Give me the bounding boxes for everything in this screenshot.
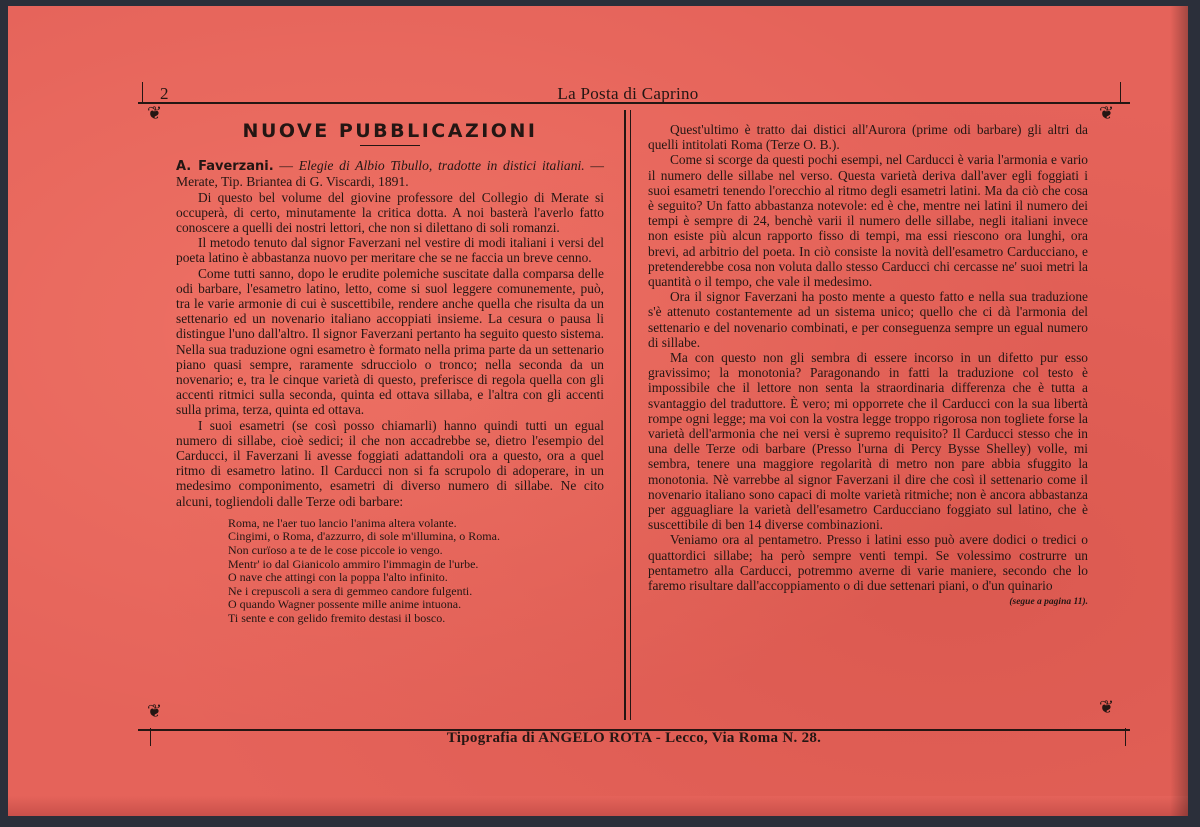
- poem-line: O quando Wagner possente mille anime intuona.: [228, 597, 462, 612]
- right-paragraph: Come si scorge da questi pochi esempi, nel Carducci è varia l'armonia e vario il numero delle sillabe nel verso. Questa varietà deriva dall'aver egli foggiati i suoi esametri tenendo l'orecchio al ritmo degli esametri latini. Ma da ciò che cosa è seguito? Un fatto abbastanza notevole: ed è che, mentre nei latini il numero dei tempi è sempre di 24, benchè varii il numero delle sillabe, negli italiani invece non esiste più alcun rapporto fisso di tempi, ma essi riescono ora lunghi, ora brevi, ad arbitrio del poeta. In ciò consiste la novità dell'esametro Carducciano, e pretenderebbe cosa non voluta dallo stesso Carducci chi cercasse ne' suoi metri la quantità o il tempo, che vale il medesimo.: [648, 152, 1088, 290]
- left-paragraph: I suoi esametri (se così posso chiamarli) hanno quindi tutti un egual numero di sillabe, cioè sedici; il che non accadrebbe se, dietro l'esempio del Carducci, il Faverzani li avesse foggiati adattandoli ora a questo, ora a quel ritmo di esametro latino. Il Carducci non si fa scrupolo di adoperare, in un medesimo componimento, esametri di diverso numero di sillabe. Ne cito alcuni, togliendoli dalle Terze odi barbare:: [176, 417, 604, 509]
- entry-dash: —: [273, 158, 299, 174]
- printer-imprint: Tipografia di ANGELO ROTA - Lecco, Via Roma N. 28.: [446, 730, 822, 746]
- left-paragraph: Il metodo tenuto dal signor Faverzani nel vestire di modi italiani i versi del poeta latino è abbastanza nuovo per meritare che se ne faccia un breve cenno.: [176, 235, 604, 266]
- fleuron-icon: ❦: [147, 701, 163, 721]
- page-number: 2: [160, 84, 169, 103]
- poem-line: O nave che attingi con la poppa l'alto infinito.: [228, 570, 448, 585]
- poem-line: Cingimi, o Roma, d'azzurro, di sole m'illumina, o Roma.: [228, 529, 500, 544]
- poem-line: Ti sente e con gelido fremito destasi il bosco.: [228, 611, 446, 626]
- poem-line: Roma, ne l'aer tuo lancio l'anima altera volante.: [228, 515, 457, 530]
- header-rule-right: [1120, 82, 1121, 104]
- right-column: [648, 122, 1088, 611]
- fleuron-icon: ❦: [1099, 103, 1115, 123]
- right-paragraph: Ora il signor Faverzani ha posto mente a questo fatto e nella sua traduzione s'è attenuto costantemente ad un sistema unico; quello che ci dà l'armonia del settenario e del novenario combinati, e per conseguenza sempre un egual numero di sillabe.: [648, 289, 1088, 350]
- left-column: [176, 122, 604, 626]
- footer-rule-right: [1125, 728, 1126, 746]
- page-bottom-edge: [8, 796, 1188, 816]
- section-title: NUOVE PUBBLICAZIONI: [242, 120, 538, 142]
- entry-author: A. Faverzani.: [176, 159, 274, 175]
- poem-line: Ne i crepuscoli a sera di gemmeo candore fulgenti.: [228, 583, 473, 598]
- column-divider: [624, 110, 626, 720]
- poem-quotation: [228, 517, 604, 626]
- right-paragraph: Ma con questo non gli sembra di essere incorso in un difetto pur esso gravissimo; la monotonia? Paragonando in fatti la traduzione col testo è impossibile che il lettore non senta la straordinaria differenza che è tutta a svantaggio del traduttore. È vero; mi opporrete che il Carducci con la sua libertà rompe ogni legge; ma voi con la vostra legge troppo rigorosa non togliete forse la varietà dell'armonia che nei versi è supremo requisito? Il Carducci stesso che in una delle Terze odi barbare (Presso l'urna di Percy Bysse Shelley) volle, mi sembra, tenere una maggiore regolarità di metro non pare abbia sfuggito la monotonia. Nè varrebbe al signor Faverzani il dire che così il settenario come il novenario italiano sono capaci di molte varietà ritmiche; non è ancora abbastanza per agguagliare la varietà dell'esametro Carducciano foggiato sul latino, che è suscettibile di ben 14 diverse combinazioni.: [648, 350, 1088, 533]
- fleuron-icon: ❦: [147, 103, 163, 123]
- binding-gutter: [1170, 6, 1188, 816]
- entry-imprint: — Merate, Tip. Briantea di G. Viscardi, 1891.: [176, 158, 604, 190]
- title-rule: [360, 145, 420, 146]
- left-paragraph: Come tutti sanno, dopo le erudite polemiche suscitate dalla comparsa delle odi barbare, l'esametro latino, letto, come si suol leggere comunemente, può, tra le varie armonie di cui è suscettibile, rendere anche quella che risulta da un settenario ed un novenario italiano accoppiati insieme. La cesura o pausa li distingue l'uno dall'altro. Il signor Faverzani pertanto ha seguito questo sistema. Nella sua traduzione ogni esametro è formato nella prima parte da un settenario piano quasi sempre, raramente sdrucciolo o tronco; nella seconda da un novenario; e, tra le cinque varietà di questo, preferisce di regola quella con gli accenti ritmici sulla seconda, quinta ed ottava sillaba, e l'altra con gli accenti sulla prima, terza, quinta ed ottava.: [176, 265, 604, 418]
- entry-work: Elegie di Albio Tibullo, tradotte in distici italiani.: [298, 158, 585, 174]
- column-divider-thin: [630, 110, 631, 720]
- header-rule-left: [142, 82, 143, 104]
- book-entry: [176, 158, 604, 189]
- right-paragraph: Quest'ultimo è tratto dai distici all'Aurora (prime odi barbare) gli altri da quelli intitolati Roma (Terze O. B.).: [648, 122, 1088, 153]
- right-paragraph: Veniamo ora al pentametro. Presso i latini esso può avere dodici o tredici o quattordici sillabe; ha però sempre venti tempi. Se volessimo costrurre un pentametro alla Carducci, potremmo averne di varie maniere, secondo che lo faremo risultare dall'accoppiamento o di due settenari piani, o d'un quinario: [648, 532, 1088, 594]
- fleuron-icon: ❦: [1099, 697, 1115, 717]
- running-title: La Posta di Caprino: [557, 84, 699, 103]
- poem-line: Mentr' io dal Gianicolo ammiro l'immagin de l'urbe.: [228, 556, 479, 571]
- magazine-page: [8, 6, 1188, 816]
- left-paragraph: Di questo bel volume del giovine professore del Collegio di Merate si occuperà, di certo, minutamente la critica dotta. A noi basterà l'averlo fatto conoscere a quelli dei nostri lettori, che non si dilettano di soli romanzi.: [176, 189, 604, 236]
- continuation-note: (segue a pagina 11).: [1009, 597, 1088, 608]
- poem-line: Non curïoso a te de le cose piccole io vengo.: [228, 543, 443, 558]
